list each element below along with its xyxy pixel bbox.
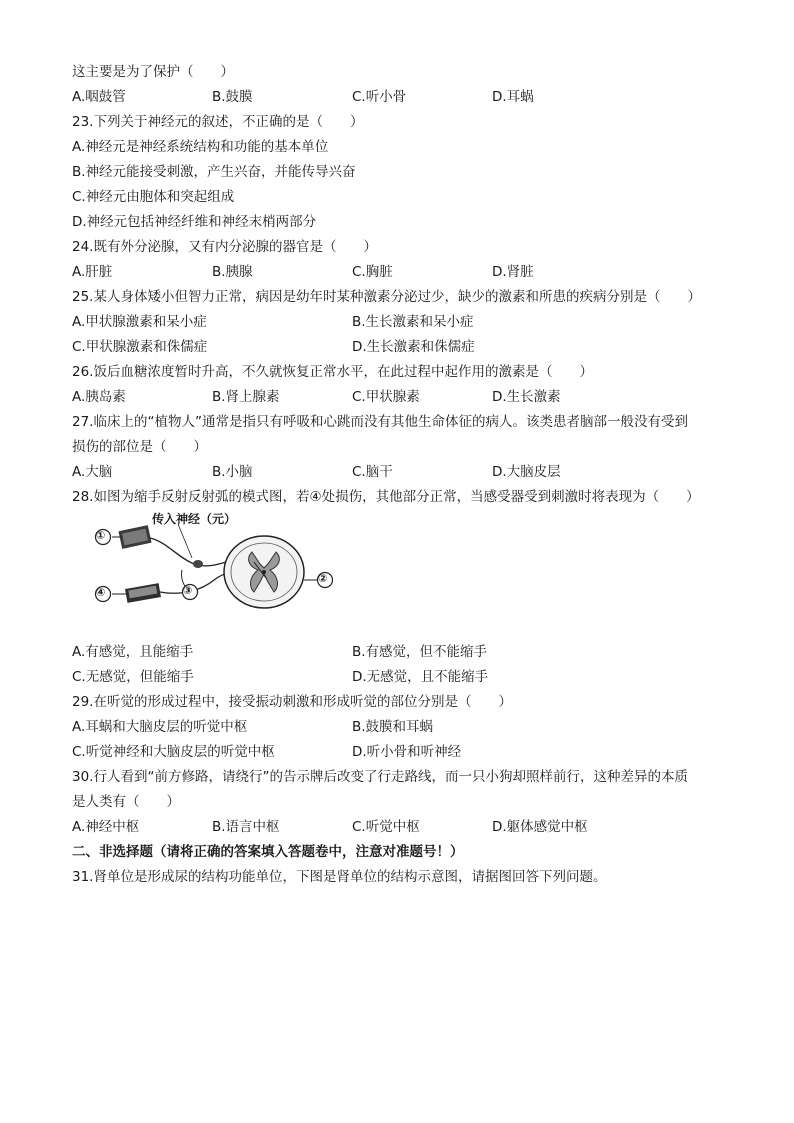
option-c[interactable]: C.听小骨 (352, 89, 407, 105)
option-b[interactable]: B.神经元能接受刺激，产生兴奋，并能传导兴奋 (72, 164, 356, 180)
option-a[interactable]: A.大脑 (72, 464, 113, 480)
option-a[interactable]: A.神经中枢 (72, 819, 140, 835)
option-c[interactable]: C.无感觉，但能缩手 (72, 669, 194, 685)
question-28-options-row1 (72, 640, 732, 665)
option-d[interactable]: D.生长激素 (492, 389, 561, 405)
question-26-options (72, 385, 732, 410)
option-c[interactable]: C.听觉神经和大脑皮层的听觉中枢 (72, 744, 275, 760)
question-24-options (72, 260, 732, 285)
option-d[interactable]: D.耳蜗 (492, 89, 534, 105)
option-b[interactable]: B.语言中枢 (212, 819, 280, 835)
option-a[interactable]: A.咽鼓管 (72, 89, 126, 105)
option-b[interactable]: B.生长激素和呆小症 (352, 314, 474, 330)
question-25-options-row1 (72, 310, 732, 335)
option-b[interactable]: B.肾上腺素 (212, 389, 280, 405)
option-b[interactable]: B.有感觉，但不能缩手 (352, 644, 488, 660)
question-23: 23.下列关于神经元的叙述，不正确的是（ ） (72, 114, 364, 130)
marker-1: ① (96, 529, 106, 542)
question-22-tail: 这主要是为了保护（ ） (72, 64, 234, 80)
option-b[interactable]: B.鼓膜和耳蜗 (352, 719, 434, 735)
option-c[interactable]: C.胸脏 (352, 264, 393, 280)
question-28: 28.如图为缩手反射反射弧的模式图，若④处损伤，其他部分正常，当感受器受到刺激时将表现为（ ） (72, 489, 700, 505)
option-c[interactable]: C.甲状腺激素和侏儒症 (72, 339, 208, 355)
option-a[interactable]: A.耳蜗和大脑皮层的听觉中枢 (72, 719, 248, 735)
receptor-icon (118, 525, 151, 549)
option-c[interactable]: C.脑干 (352, 464, 393, 480)
question-22-options (72, 85, 732, 110)
option-a[interactable]: A.肝脏 (72, 264, 113, 280)
question-27-line1: 27.临床上的“植物人”通常是指只有呼吸和心跳而没有其他生命体征的病人。该类患者脑部一般没有受到 (72, 414, 688, 430)
afferent-nerve-label: 传入神经（元） (152, 512, 237, 526)
option-b[interactable]: B.鼓膜 (212, 89, 253, 105)
section-2-heading: 二、非选择题（请将正确的答案填入答题卷中，注意对准题号！） (72, 844, 464, 860)
option-b[interactable]: B.胰腺 (212, 264, 253, 280)
question-26: 26.饭后血糖浓度暂时升高，不久就恢复正常水平，在此过程中起作用的激素是（ ） (72, 364, 593, 380)
marker-3: ③ (183, 584, 193, 597)
option-d[interactable]: D.听小骨和听神经 (352, 744, 462, 760)
reflex-arc-figure (82, 512, 342, 634)
question-25-options-row2 (72, 335, 732, 360)
question-24: 24.既有外分泌腺，又有内分泌腺的器官是（ ） (72, 239, 377, 255)
option-c[interactable]: C.神经元由胞体和突起组成 (72, 189, 235, 205)
effector-icon (125, 583, 161, 603)
option-d[interactable]: D.躯体感觉中枢 (492, 819, 588, 835)
option-d[interactable]: D.肾脏 (492, 264, 534, 280)
option-c[interactable]: C.甲状腺素 (352, 389, 420, 405)
marker-2: ② (318, 572, 328, 585)
option-a[interactable]: A.神经元是神经系统结构和功能的基本单位 (72, 139, 329, 155)
question-30-line1: 30.行人看到“前方修路，请绕行”的告示牌后改变了行走路线，而一只小狗却照样前行，这种差异的本质 (72, 769, 688, 785)
question-29: 29.在听觉的形成过程中，接受振动刺激和形成听觉的部位分别是（ ） (72, 694, 512, 710)
option-a[interactable]: A.胰岛素 (72, 389, 126, 405)
option-b[interactable]: B.小脑 (212, 464, 253, 480)
question-30-line2: 是人类有（ ） (72, 794, 180, 810)
exam-page (72, 60, 732, 890)
question-29-options-row1 (72, 715, 732, 740)
question-27-line2: 损伤的部位是（ ） (72, 439, 207, 455)
question-31: 31.肾单位是形成尿的结构功能单位，下图是肾单位的结构示意图，请据图回答下列问题。 (72, 869, 607, 885)
option-d[interactable]: D.生长激素和侏儒症 (352, 339, 475, 355)
reflex-arc-diagram (82, 512, 342, 634)
marker-4: ④ (96, 586, 106, 599)
option-c[interactable]: C.听觉中枢 (352, 819, 420, 835)
option-a[interactable]: A.有感觉，且能缩手 (72, 644, 194, 660)
question-27-options (72, 460, 732, 485)
question-29-options-row2 (72, 740, 732, 765)
option-d[interactable]: D.大脑皮层 (492, 464, 561, 480)
option-d[interactable]: D.神经元包括神经纤维和神经末梢两部分 (72, 214, 317, 230)
option-d[interactable]: D.无感觉，且不能缩手 (352, 669, 489, 685)
question-28-options-row2 (72, 665, 732, 690)
afferent-cell-body (193, 560, 203, 568)
option-a[interactable]: A.甲状腺激素和呆小症 (72, 314, 207, 330)
question-30-options (72, 815, 732, 840)
question-25: 25.某人身体矮小但智力正常，病因是幼年时某种激素分泌过少，缺少的激素和所患的疾病分别是（ ） (72, 289, 701, 305)
